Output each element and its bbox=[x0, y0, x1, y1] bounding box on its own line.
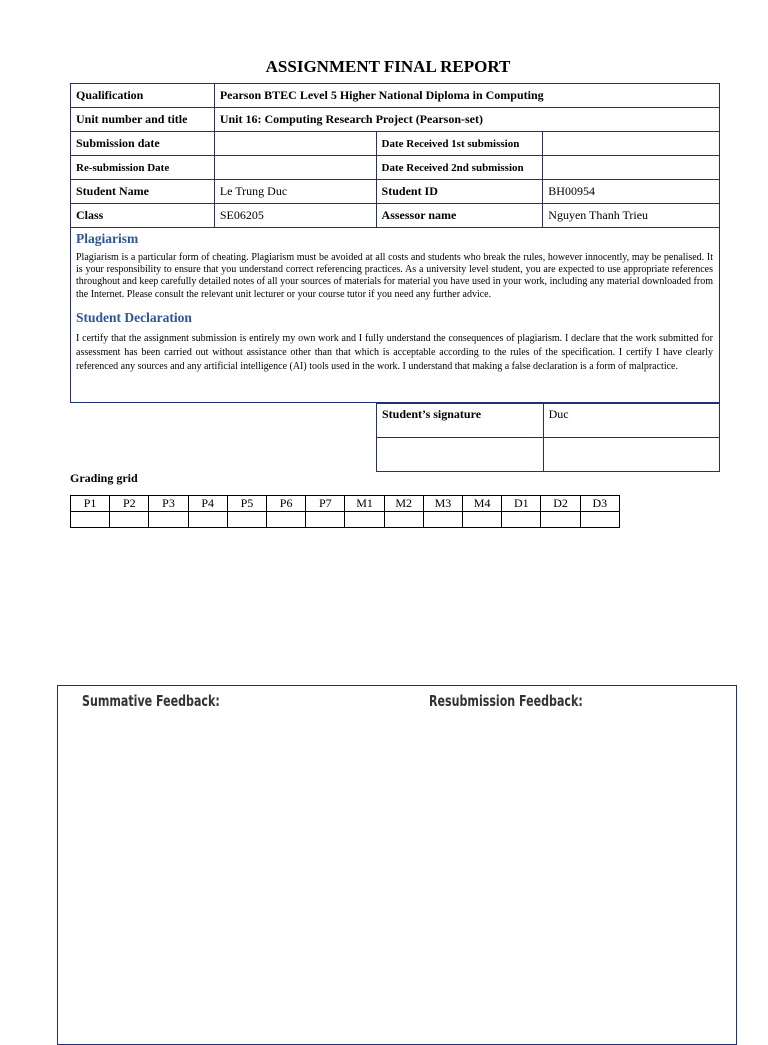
unit-value: Unit 16: Computing Research Project (Pearson-set) bbox=[214, 108, 719, 132]
grading-grid-value-cell[interactable] bbox=[345, 512, 384, 528]
grading-grid-header-row bbox=[71, 496, 620, 512]
qualification-label: Qualification bbox=[71, 84, 215, 108]
student-declaration-heading: Student Declaration bbox=[76, 309, 192, 325]
grading-grid-value-cell[interactable] bbox=[227, 512, 266, 528]
date-received-1-label: Date Received 1st submission bbox=[376, 132, 543, 156]
resubmission-date-field[interactable] bbox=[214, 156, 376, 180]
unit-label: Unit number and title bbox=[71, 108, 215, 132]
grading-grid bbox=[70, 495, 620, 528]
signature-value[interactable]: Duc bbox=[543, 404, 719, 438]
student-declaration-text: I certify that the assignment submission is entirely my own work and I fully understand the consequences of plagiarism. I declare that the work submitted for assessment has been carried out without assistance other than that which is acceptable according to the rules of the specification. I certify I have clearly referenced any sources and any artificial intelligence (AI) tools used in the work. I understand that making a false declaration is a form of malpractice. bbox=[76, 332, 713, 372]
grading-grid-value-cell[interactable] bbox=[502, 512, 541, 528]
grading-grid-header-cell: M1 bbox=[345, 496, 384, 512]
date-received-1-field[interactable] bbox=[543, 132, 720, 156]
grading-grid-value-cell[interactable] bbox=[306, 512, 345, 528]
grading-grid-label: Grading grid bbox=[70, 471, 138, 485]
assessor-value: Nguyen Thanh Trieu bbox=[543, 204, 720, 228]
student-id-label: Student ID bbox=[376, 180, 543, 204]
resubmission-feedback-label: Resubmission Feedback: bbox=[429, 692, 583, 710]
table-row bbox=[71, 108, 720, 132]
table-row bbox=[71, 156, 720, 180]
date-received-2-label: Date Received 2nd submission bbox=[376, 156, 543, 180]
student-name-value: Le Trung Duc bbox=[214, 180, 376, 204]
table-row bbox=[71, 204, 720, 228]
grading-grid-header-cell: M3 bbox=[423, 496, 462, 512]
table-row bbox=[71, 180, 720, 204]
table-row bbox=[377, 438, 720, 472]
signature-blank-cell bbox=[377, 438, 544, 472]
date-received-2-field[interactable] bbox=[543, 156, 720, 180]
grading-grid-value-cell[interactable] bbox=[149, 512, 188, 528]
grading-grid-value-cell[interactable] bbox=[188, 512, 227, 528]
grading-grid-value-cell[interactable] bbox=[423, 512, 462, 528]
assignment-info-table bbox=[70, 83, 720, 228]
grading-grid-header-cell: D2 bbox=[541, 496, 580, 512]
plagiarism-text: Plagiarism is a particular form of cheating. Plagiarism must be avoided at all costs and students who break the rules, however innocently, may be penalised. It is your responsibility to ensure that you understand correct referencing practices. As a university level student, you are expected to use appropriate references throughout and keep carefully detailed notes of all your sources of materials for material you have used in your work, including any material downloaded from the Internet. Please consult the relevant unit lecturer or your course tutor if you need any further advice. bbox=[76, 252, 713, 300]
grading-grid-header-cell: M4 bbox=[463, 496, 502, 512]
feedback-box bbox=[57, 685, 737, 1045]
page-title: ASSIGNMENT FINAL REPORT bbox=[265, 57, 511, 76]
plagiarism-heading: Plagiarism bbox=[76, 231, 139, 246]
grading-grid-value-cell[interactable] bbox=[580, 512, 619, 528]
grading-grid-header-cell: P2 bbox=[110, 496, 149, 512]
student-name-label: Student Name bbox=[71, 180, 215, 204]
grading-grid-value-cell[interactable] bbox=[384, 512, 423, 528]
qualification-value: Pearson BTEC Level 5 Higher National Diploma in Computing bbox=[214, 84, 719, 108]
signature-table bbox=[376, 403, 720, 472]
student-id-value: BH00954 bbox=[543, 180, 720, 204]
grading-grid-header-cell: D1 bbox=[502, 496, 541, 512]
declaration-box bbox=[70, 227, 720, 403]
assessor-label: Assessor name bbox=[376, 204, 543, 228]
grading-grid-header-cell: M2 bbox=[384, 496, 423, 512]
grading-grid-value-cell[interactable] bbox=[463, 512, 502, 528]
signature-label: Student’s signature bbox=[377, 404, 544, 438]
grading-grid-value-cell[interactable] bbox=[267, 512, 306, 528]
summative-feedback-label: Summative Feedback: bbox=[82, 692, 220, 710]
grading-grid-header-cell: D3 bbox=[580, 496, 619, 512]
submission-date-field[interactable] bbox=[214, 132, 376, 156]
grading-grid-header-cell: P4 bbox=[188, 496, 227, 512]
table-row bbox=[71, 132, 720, 156]
signature-date-cell[interactable] bbox=[543, 438, 719, 472]
grading-grid-value-cell[interactable] bbox=[541, 512, 580, 528]
resubmission-date-label: Re-submission Date bbox=[71, 156, 215, 180]
class-label: Class bbox=[71, 204, 215, 228]
grading-grid-value-row bbox=[71, 512, 620, 528]
grading-grid-header-cell: P3 bbox=[149, 496, 188, 512]
grading-grid-value-cell[interactable] bbox=[110, 512, 149, 528]
table-row bbox=[71, 84, 720, 108]
grading-grid-header-cell: P1 bbox=[71, 496, 110, 512]
grading-grid-header-cell: P6 bbox=[267, 496, 306, 512]
submission-date-label: Submission date bbox=[71, 132, 215, 156]
grading-grid-value-cell[interactable] bbox=[71, 512, 110, 528]
table-row bbox=[377, 404, 720, 438]
grading-grid-header-cell: P5 bbox=[227, 496, 266, 512]
class-value: SE06205 bbox=[214, 204, 376, 228]
grading-grid-header-cell: P7 bbox=[306, 496, 345, 512]
